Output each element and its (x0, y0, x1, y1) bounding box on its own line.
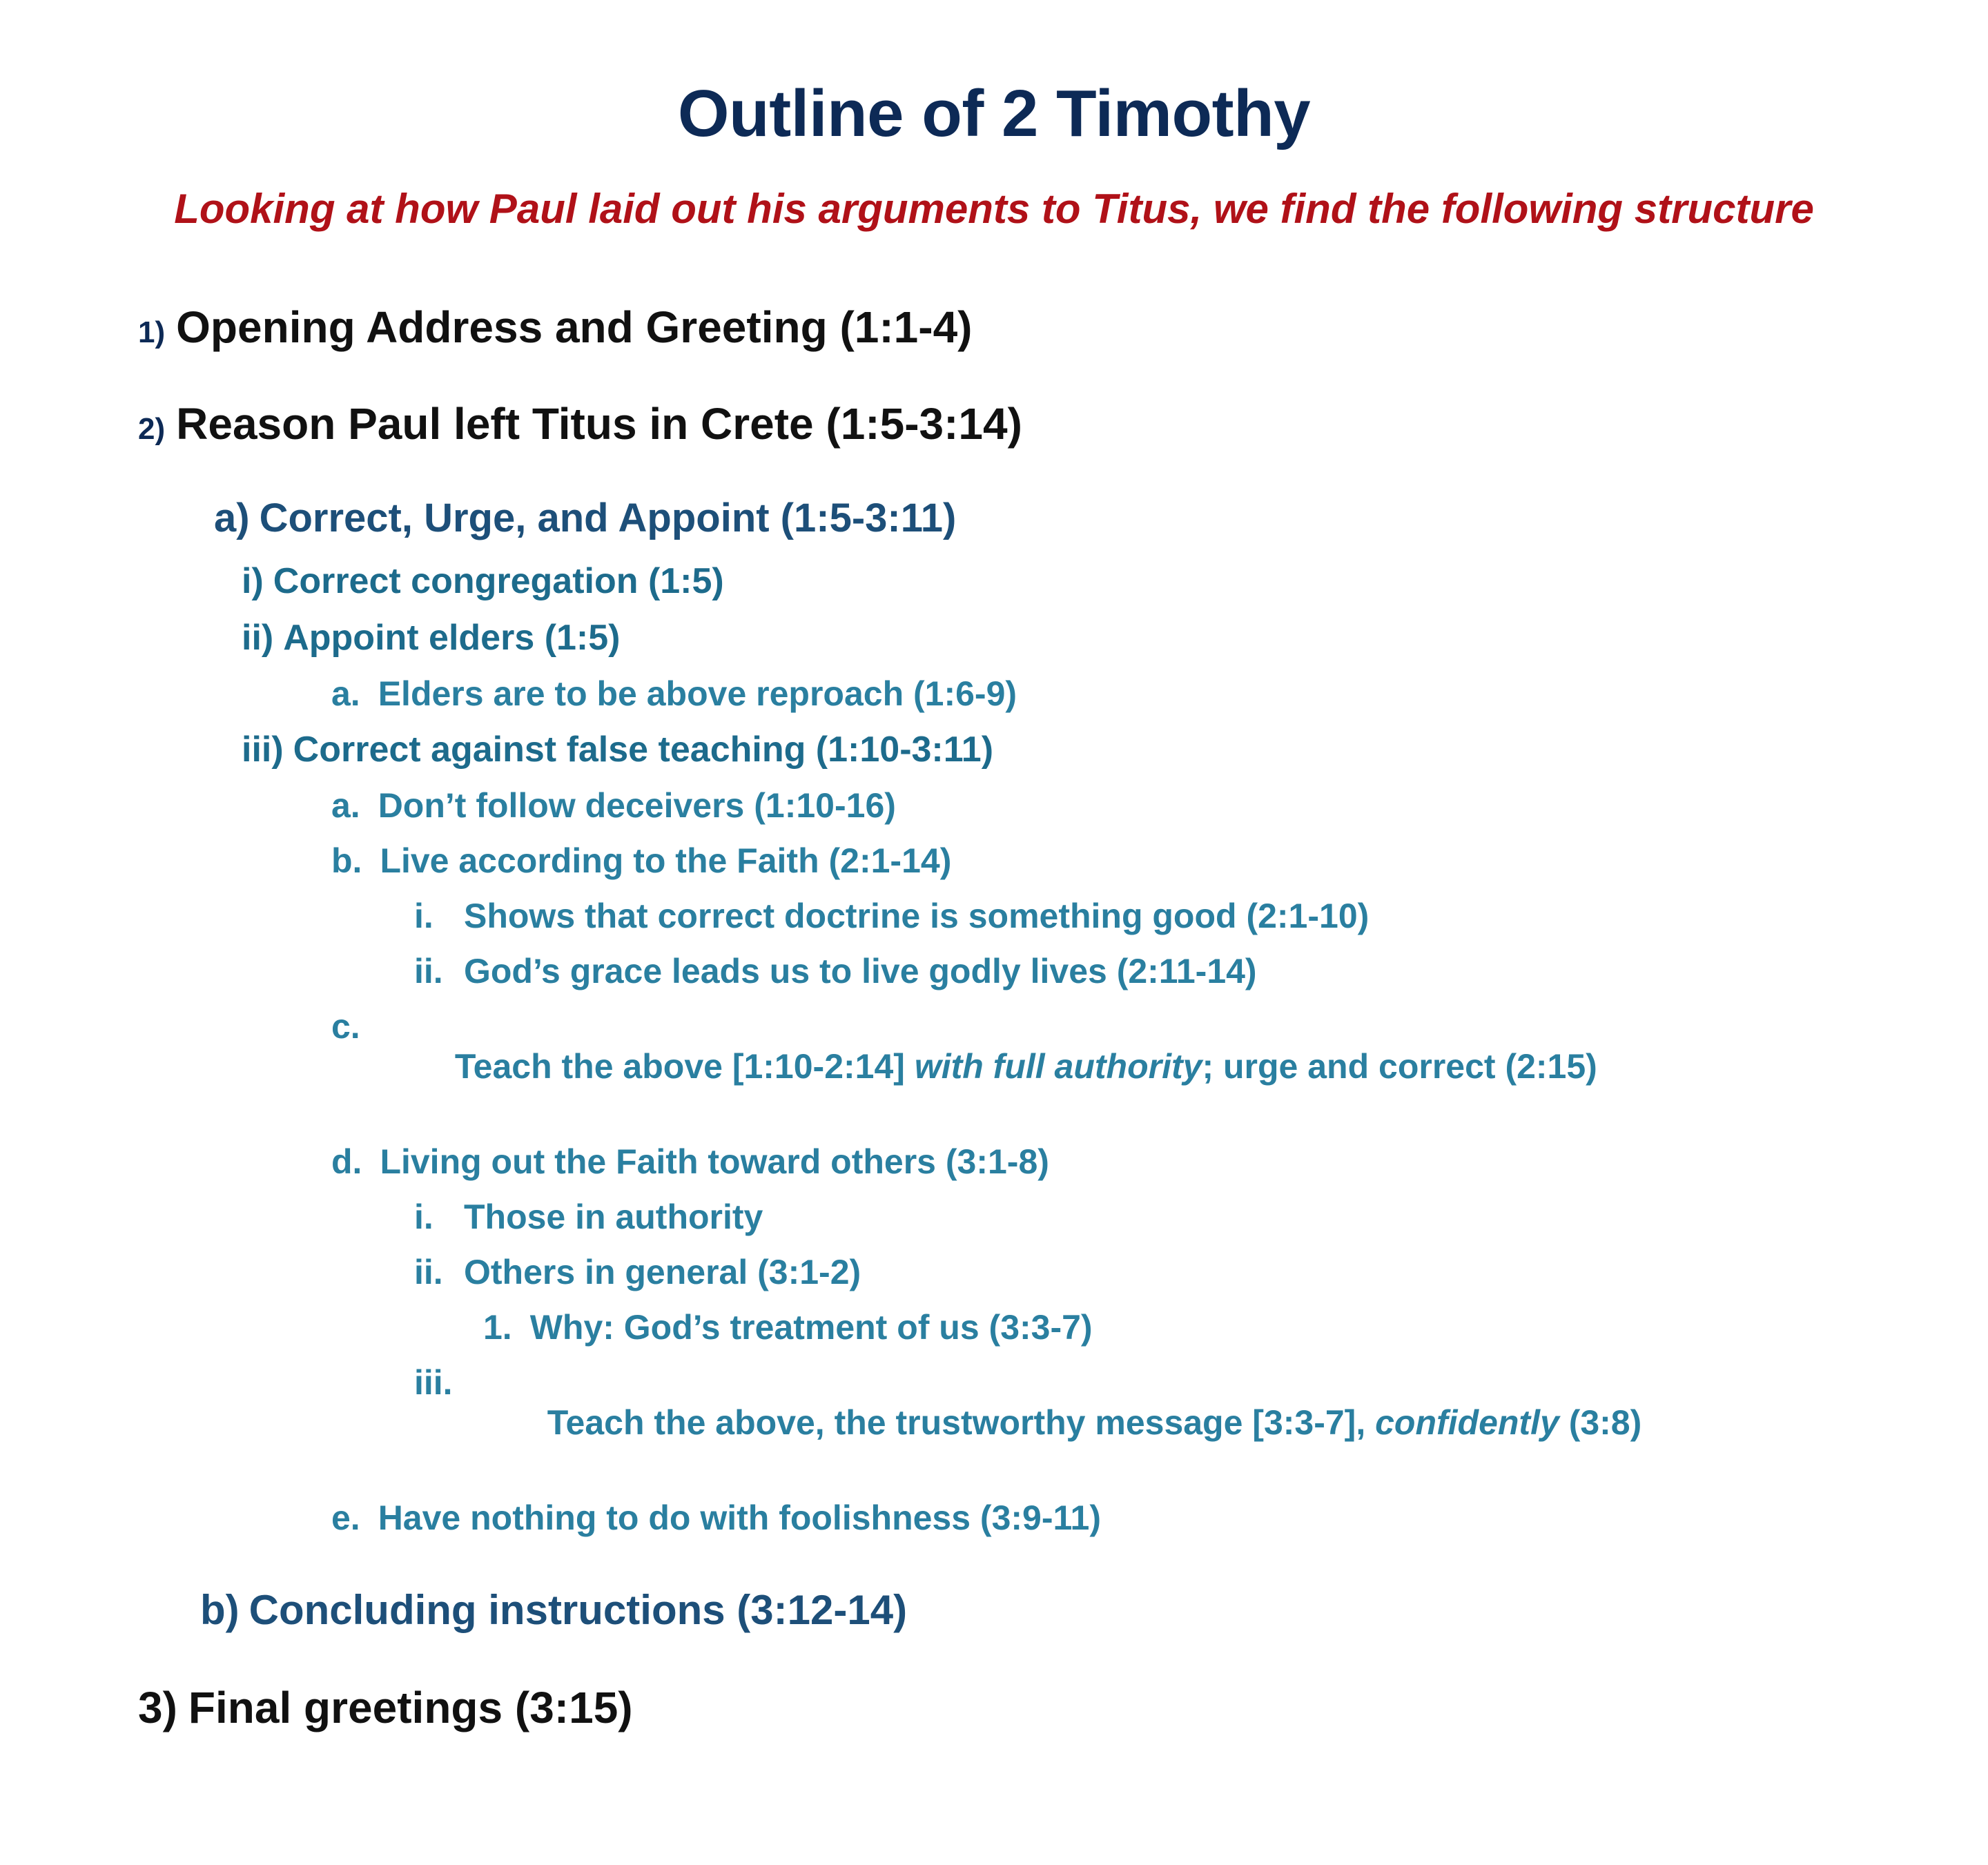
outline-item-3 (138, 1682, 1947, 1733)
outline-text-post: (3:8) (1559, 1403, 1642, 1442)
outline-marker: 1) (138, 315, 166, 349)
outline-marker: ii. (414, 1253, 443, 1291)
outline-list (0, 302, 1988, 1733)
outline-marker: a. (331, 786, 360, 825)
outline-marker: i) (242, 561, 264, 601)
outline-marker: i. (414, 1198, 433, 1236)
outline-text: Shows that correct doctrine is something good (2:1-10) (464, 897, 1370, 935)
outline-marker: iii. (414, 1363, 453, 1402)
outline-marker: 2) (138, 412, 166, 446)
outline-item-2a-ii (242, 617, 1947, 658)
outline-text-pre: Teach the above, the trustworthy message [3:3-7], (547, 1403, 1376, 1442)
outline-item-2a-i (242, 560, 1947, 602)
outline-marker: c. (331, 1007, 360, 1046)
outline-text: Final greetings (3:15) (188, 1683, 633, 1732)
outline-item-2a-iii-b-ii (414, 951, 1947, 991)
outline-text: Concluding instructions (3:12-14) (248, 1587, 908, 1633)
outline-marker: 1. (483, 1308, 512, 1347)
outline-item-2a-iii-e (331, 1498, 1947, 1538)
outline-text: Correct against false teaching (1:10-3:11) (293, 730, 994, 770)
outline-item-2a-iii-d-i (414, 1197, 1947, 1237)
outline-text-pre: Teach the above [1:10-2:14] (454, 1047, 915, 1086)
outline-marker: 3) (138, 1683, 177, 1732)
outline-item-2b (200, 1586, 1947, 1634)
outline-item-2a-iii-d-iii (414, 1363, 1947, 1483)
outline-text: Those in authority (464, 1198, 763, 1236)
document-page (0, 76, 1988, 1865)
page-title: Outline of 2 Timothy (677, 77, 1311, 150)
outline-text-emphasis: with full authority (914, 1047, 1202, 1086)
outline-text: Reason Paul left Titus in Crete (1:5-3:14) (176, 399, 1022, 449)
outline-text: Correct, Urge, and Appoint (1:5-3:11) (259, 496, 957, 540)
outline-item-2a-iii (242, 729, 1947, 770)
outline-marker: b) (200, 1587, 240, 1633)
outline-marker: d. (331, 1142, 362, 1181)
outline-item-1 (138, 302, 1947, 353)
outline-marker: e. (331, 1498, 360, 1537)
outline-text: Opening Address and Greeting (1:1-4) (176, 302, 973, 352)
outline-item-2a-iii-d (331, 1142, 1947, 1182)
outline-marker: a) (214, 496, 250, 540)
outline-text: God’s grace leads us to live godly lives (2:11-14) (464, 952, 1257, 990)
outline-item-2a-iii-b-i (414, 896, 1947, 936)
outline-item-2a-iii-d-ii (414, 1252, 1947, 1292)
outline-marker: a. (331, 674, 360, 713)
outline-text-post: ; urge and correct (2:15) (1202, 1047, 1597, 1086)
outline-text: Others in general (3:1-2) (464, 1253, 861, 1291)
outline-text: Don’t follow deceivers (1:10-16) (378, 786, 896, 825)
outline-text: Appoint elders (1:5) (283, 618, 621, 658)
outline-item-2a-iii-c (331, 1006, 1947, 1126)
outline-text-emphasis: confidently (1375, 1403, 1559, 1442)
outline-text: Live according to the Faith (2:1-14) (380, 841, 952, 880)
outline-text: Correct congregation (1:5) (273, 561, 724, 601)
outline-item-2a-iii-b (331, 841, 1947, 881)
outline-marker: ii. (414, 952, 443, 990)
outline-item-2a-iii-d-ii-1 (483, 1307, 1947, 1347)
outline-marker: iii) (242, 730, 284, 770)
outline-marker: i. (414, 897, 433, 935)
outline-text: Living out the Faith toward others (3:1-8) (380, 1142, 1049, 1181)
outline-item-2 (138, 398, 1947, 449)
outline-item-2a-ii-a (331, 674, 1947, 714)
outline-item-2a-iii-a (331, 785, 1947, 826)
outline-marker: ii) (242, 618, 274, 658)
outline-marker: b. (331, 841, 362, 880)
outline-text: Elders are to be above reproach (1:6-9) (378, 674, 1017, 713)
outline-item-2a (214, 495, 1947, 541)
page-subtitle: Looking at how Paul laid out his arguments to Titus, we find the following structure (174, 186, 1814, 232)
outline-text: Why: God’s treatment of us (3:3-7) (529, 1308, 1093, 1347)
outline-text: Have nothing to do with foolishness (3:9-11) (378, 1498, 1101, 1537)
